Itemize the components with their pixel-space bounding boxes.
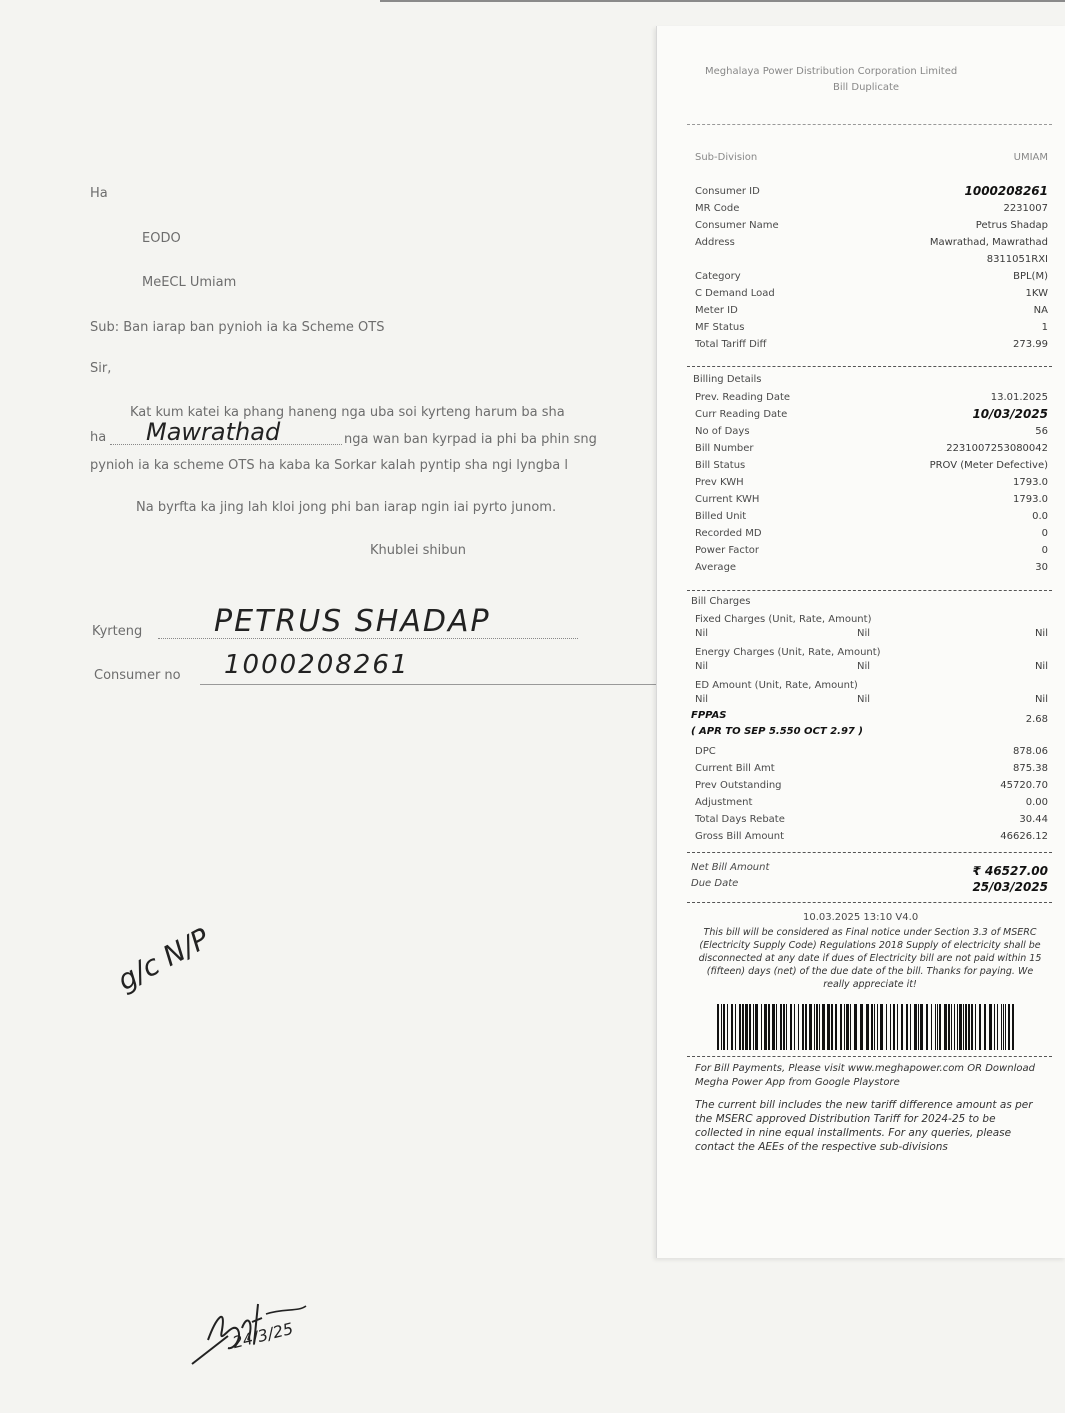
barcode-bar (805, 1004, 807, 1050)
barcode-bar (880, 1004, 883, 1050)
barcode-bar (997, 1004, 998, 1050)
receipt-row-label: ED Amount (Unit, Rate, Amount) (695, 680, 858, 691)
barcode-bar (809, 1004, 812, 1050)
letter-para2: Na byrfta ka jing lah kloi jong phi ban iarap ngin iai pyrto junom. (136, 500, 557, 515)
barcode-bar (890, 1004, 891, 1050)
receipt-row-label: Energy Charges (Unit, Rate, Amount) (695, 647, 881, 658)
barcode-bar (944, 1004, 947, 1050)
receipt-row-label: MF Status (695, 322, 745, 333)
barcode (717, 1004, 1017, 1050)
charge-sub-a: Nil (695, 628, 709, 639)
letter-subject: Sub: Ban iarap ban pynioh ia ka Scheme OTS (90, 320, 385, 335)
receipt-row-label: Gross Bill Amount (695, 831, 785, 842)
barcode-bar (846, 1004, 849, 1050)
divider (687, 366, 1052, 367)
fppas-label: FPPAS (691, 710, 727, 721)
receipt-row-value: 2231007 (1003, 203, 1048, 214)
bill-timestamp: 10.03.2025 13:10 V4.0 (803, 912, 919, 923)
receipt-row-label: Power Factor (695, 545, 760, 556)
receipt-row-value: BPL(M) (1013, 271, 1048, 282)
receipt-row-label: Prev Outstanding (695, 780, 782, 791)
letter-closing: Khublei shibun (370, 543, 466, 558)
letter-addressee: Ha (90, 186, 108, 201)
charge-value: Nil (1034, 661, 1048, 672)
receipt-row-value: 1 (1041, 322, 1048, 333)
barcode-bar (918, 1004, 919, 1050)
barcode-bar (723, 1004, 725, 1050)
barcode-bar (994, 1004, 995, 1050)
payment-note: For Bill Payments, Please visit www.meghapower.com OR Download Megha Power App from Google Playstore (695, 1063, 1035, 1088)
fppas-value: 2.68 (1025, 714, 1048, 725)
net-bill-label: Net Bill Amount (691, 862, 770, 873)
receipt-header-company: Meghalaya Power Distribution Corporation Limited (705, 66, 958, 77)
letter-salutation: Sir, (90, 361, 112, 376)
handwritten-place: Mawrathad (146, 418, 281, 446)
handwritten-name: PETRUS SHADAP (214, 604, 491, 639)
barcode-bar (906, 1004, 908, 1050)
receipt-row-label: C Demand Load (695, 288, 775, 299)
barcode-bar (874, 1004, 875, 1050)
letter-para1-line1: Kat kum katei ka phang haneng nga uba soi kyrteng harum ba sha (130, 405, 565, 420)
receipt-row-label: DPC (695, 746, 716, 757)
barcode-bar (742, 1004, 744, 1050)
receipt-row-label: Bill Status (695, 460, 746, 471)
receipt-row-label: Adjustment (695, 797, 753, 808)
letter-office: MeECL Umiam (142, 275, 237, 290)
divider (687, 590, 1052, 591)
receipt-row-label: Prev KWH (695, 477, 744, 488)
barcode-bar (910, 1004, 911, 1050)
receipt-row-label: Current Bill Amt (695, 763, 775, 774)
receipt-header-subtitle: Bill Duplicate (833, 82, 900, 93)
receipt-row-label: Billed Unit (695, 511, 747, 522)
consumer-label: Consumer no (94, 668, 181, 683)
barcode-bar (764, 1004, 767, 1050)
receipt-row-value: 2231007253080042 (946, 443, 1048, 454)
charge-value: Nil (1034, 694, 1048, 705)
handwritten-consumer-number: 1000208261 (224, 650, 410, 680)
barcode-bar (1012, 1004, 1014, 1050)
barcode-bar (768, 1004, 770, 1050)
receipt-row-label: Bill Number (695, 443, 754, 454)
letter-designation: EODO (142, 231, 181, 246)
barcode-bar (860, 1004, 863, 1050)
due-date-label: Due Date (691, 878, 739, 889)
barcode-bar (819, 1004, 820, 1050)
barcode-bar (963, 1004, 964, 1050)
receipt-row-value: PROV (Meter Defective) (929, 460, 1048, 471)
barcode-bar (979, 1004, 981, 1050)
barcode-bar (959, 1004, 962, 1050)
receipt-row-value: NA (1033, 305, 1048, 316)
receipt-row-label: Recorded MD (695, 528, 762, 539)
receipt-row-label: MR Code (695, 203, 740, 214)
charge-sub-a: Nil (695, 694, 709, 705)
barcode-bar (794, 1004, 795, 1050)
receipt-row-value: 875.38 (1013, 763, 1048, 774)
receipt-row-label: Fixed Charges (Unit, Rate, Amount) (695, 614, 872, 625)
barcode-bar (926, 1004, 928, 1050)
barcode-bar (721, 1004, 722, 1050)
receipt-row-label: Curr Reading Date (695, 409, 788, 420)
divider (687, 902, 1052, 903)
receipt-row-label: No of Days (695, 426, 750, 437)
barcode-bar (850, 1004, 851, 1050)
receipt-row-value: 0 (1041, 545, 1048, 556)
barcode-bar (1003, 1004, 1004, 1050)
electricity-bill-receipt (656, 26, 1065, 1258)
divider (687, 1056, 1052, 1057)
receipt-row-label: Prev. Reading Date (695, 392, 791, 403)
barcode-bar (840, 1004, 842, 1050)
receipt-row-value: 1000208261 (964, 184, 1048, 198)
letter-para1-line2-start: ha (90, 430, 107, 445)
barcode-bar (989, 1004, 992, 1050)
barcode-bar (968, 1004, 970, 1050)
receipt-row-value: 10/03/2025 (972, 407, 1048, 421)
letter-para1-line3: pynioh ia ka scheme OTS ha kaba ka Sorkar kalah pyntip sha ngi lyngba l (90, 458, 568, 473)
receipt-row-label: Meter ID (695, 305, 738, 316)
tariff-note: The current bill includes the new tariff difference amount as per the MSERC approved Distribution Tariff for 2024-25 to be collected in nine equal installments. For any queries, please contact the AEEs of the respective sub-divisions (695, 1099, 1033, 1153)
charges-title: Bill Charges (691, 596, 751, 607)
sub-division-value: UMIAM (1013, 152, 1048, 163)
barcode-bar (920, 1004, 923, 1050)
barcode-bar (790, 1004, 792, 1050)
barcode-bar (831, 1004, 833, 1050)
fppas-detail: ( APR TO SEP 5.550 OCT 2.97 ) (691, 726, 863, 737)
barcode-bar (939, 1004, 941, 1050)
receipt-row-value: 30 (1035, 562, 1048, 573)
barcode-bar (835, 1004, 837, 1050)
receipt-row-label: Category (695, 271, 741, 282)
receipt-row-label: Total Days Rebate (695, 814, 785, 825)
charge-sub-b: Nil (857, 694, 871, 705)
barcode-bar (965, 1004, 967, 1050)
barcode-bar (761, 1004, 762, 1050)
barcode-bar (935, 1004, 936, 1050)
receipt-row-value: 0.0 (1032, 511, 1048, 522)
barcode-bar (886, 1004, 887, 1050)
barcode-bar (854, 1004, 857, 1050)
receipt-row-value: Petrus Shadap (975, 220, 1048, 231)
barcode-bar (802, 1004, 804, 1050)
barcode-bar (897, 1004, 898, 1050)
barcode-bar (984, 1004, 986, 1050)
barcode-bar (957, 1004, 958, 1050)
receipt-row-value: 8311051RXI (986, 254, 1048, 265)
receipt-row-value: 1793.0 (1013, 494, 1048, 505)
receipt-row-value: 30.44 (1019, 814, 1048, 825)
barcode-bar (772, 1004, 775, 1050)
barcode-bar (717, 1004, 719, 1050)
barcode-bar (745, 1004, 748, 1050)
charge-value: Nil (1034, 628, 1048, 639)
barcode-bar (776, 1004, 777, 1050)
barcode-bar (1008, 1004, 1010, 1050)
barcode-bar (931, 1004, 932, 1050)
divider (687, 852, 1052, 853)
barcode-bar (914, 1004, 917, 1050)
barcode-bar (816, 1004, 818, 1050)
receipt-row-value: 0.00 (1025, 797, 1048, 808)
receipt-row-label: Address (695, 237, 735, 248)
receipt-row-label: Average (695, 562, 737, 573)
charge-sub-a: Nil (695, 661, 709, 672)
barcode-bar (971, 1004, 973, 1050)
disclaimer-text: This bill will be considered as Final notice under Section 3.3 of MSERC (Electricity Supply Code) Regulations 2018 Supply of electricity shall be disconnected at any date if dues of Electricity bill are not paid within 15 (fifteen) days (net) of the due date of the bill. Thanks for paying. We really appreciate it! (698, 927, 1042, 990)
barcode-bar (731, 1004, 733, 1050)
barcode-bar (735, 1004, 736, 1050)
billing-title: Billing Details (693, 374, 762, 385)
receipt-row-value: 878.06 (1013, 746, 1048, 757)
barcode-bar (755, 1004, 758, 1050)
receipt-row-label: Current KWH (695, 494, 760, 505)
barcode-bar (753, 1004, 754, 1050)
barcode-bar (783, 1004, 785, 1050)
receipt-row-value: 46626.12 (1000, 831, 1048, 842)
barcode-bar (798, 1004, 799, 1050)
barcode-bar (866, 1004, 869, 1050)
receipt-row-label: Total Tariff Diff (695, 339, 767, 350)
barcode-bar (1001, 1004, 1002, 1050)
receipt-row-value: 1793.0 (1013, 477, 1048, 488)
barcode-bar (844, 1004, 845, 1050)
barcode-bar (749, 1004, 751, 1050)
barcode-bar (1005, 1004, 1006, 1050)
receipt-row-value: Mawrathad, Mawrathad (929, 237, 1048, 248)
receipt-row-label: Consumer Name (695, 220, 779, 231)
handwritten-remark: g/c N/P (112, 921, 215, 998)
sub-division-label: Sub-Division (695, 152, 758, 163)
barcode-bar (954, 1004, 955, 1050)
barcode-bar (937, 1004, 938, 1050)
receipt-row-value: 0 (1041, 528, 1048, 539)
barcode-bar (951, 1004, 952, 1050)
receipt-row-label: Consumer ID (695, 186, 760, 197)
barcode-bar (948, 1004, 950, 1050)
barcode-bar (780, 1004, 782, 1050)
receipt-row-value: 273.99 (1013, 339, 1048, 350)
barcode-bar (975, 1004, 976, 1050)
consumer-underline (200, 684, 660, 685)
barcode-bar (786, 1004, 787, 1050)
due-date-value: 25/03/2025 (972, 880, 1048, 894)
barcode-bar (901, 1004, 903, 1050)
receipt-row-value: 1KW (1025, 288, 1048, 299)
barcode-bar (822, 1004, 825, 1050)
barcode-bar (827, 1004, 830, 1050)
net-bill-value: ₹ 46527.00 (972, 864, 1048, 878)
charge-sub-b: Nil (857, 628, 871, 639)
charge-sub-b: Nil (857, 661, 871, 672)
barcode-bar (739, 1004, 741, 1050)
barcode-bar (877, 1004, 878, 1050)
divider (687, 124, 1052, 125)
barcode-bar (893, 1004, 895, 1050)
letter-para1-line2-end: nga wan ban kyrpad ia phi ba phin sng (344, 432, 597, 447)
signature-date: 24/3/25 (230, 1318, 296, 1353)
receipt-row-value: 56 (1035, 426, 1048, 437)
barcode-bar (727, 1004, 728, 1050)
receipt-row-value: 13.01.2025 (990, 392, 1048, 403)
name-label: Kyrteng (92, 624, 143, 639)
barcode-bar (871, 1004, 873, 1050)
receipt-row-value: 45720.70 (1000, 780, 1048, 791)
barcode-bar (814, 1004, 815, 1050)
